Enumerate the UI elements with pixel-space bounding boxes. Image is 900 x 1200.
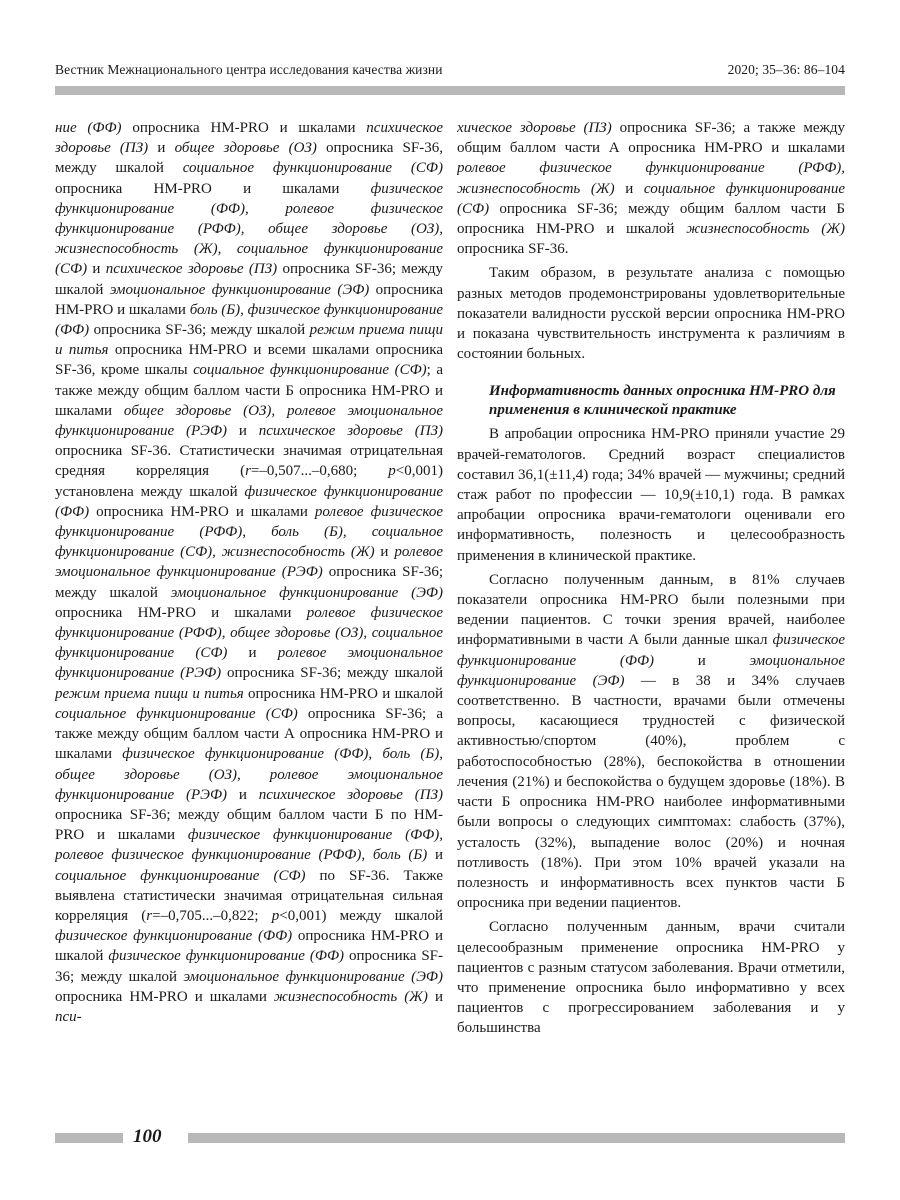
body-paragraph-approbation: В апробации опросника HM-PRO приняли участие 29 врачей-гематологов. Средний возраст специалистов составил 36,1(±11,4) года; 34% врачей — мужчины; средний стаж работ по профессии — 10,9(±10,1) года. В рамках апробации опросника врачи-гематологи оценивали его информативность, полезность и целесообразность применения в клинической практике. [457, 426, 845, 564]
body-paragraph-results: Согласно полученным данным, в 81% случаев показатели опросника HM-PRO были полезными при ведении пациентов. С точки зрения врачей, наиболее информативными в части А были данные шкал физическое функционирование (ФФ) и эмоциональное функционирование (ЭФ) — в 38 и 34% случаев соответственно. В частности, врачами были отмечены вопросы, касающиеся трудностей с физической активностью/спортом (40%), проблем с работоспособностью (28%), беспокойства в отношении лечения (21%) и беспокойства о будущем здоровье (18%). В части Б опросника HM-PRO наиболее информативными были вопросы о следующих симптомах: слабость (37%), усталость (32%), выпадение волос (20%) и ночная потливость (18%). При этом 10% врачей указали на полезность и информативность всех пунктов части Б опросника при ведении пациентов. [457, 571, 845, 912]
running-header [55, 62, 845, 82]
right-column [457, 118, 845, 1123]
header-rule [55, 86, 845, 95]
issue-reference: 2020; 35–36: 86–104 [727, 62, 845, 77]
body-paragraph-continuation: хическое здоровье (ПЗ) опросника SF-36; а также между общим баллом части А опросника HM-PRO и шкалами ролевое физическое функционирование (РФФ), жизнеспособность (Ж) и социальное функционирование (СФ) опросника SF-36; между общим баллом части Б опросника HM-PRO и шкалой жизнеспособность (Ж) опросника SF-36. [457, 120, 845, 258]
body-paragraph-expediency: Согласно полученным данным, врачи считали целесообразным применение опросника HM-PRO у пациентов с разным статусом заболевания. Врачи отметили, что применение опросника было информативно у всех пациентов с прогрессированием заболевания и у большинства [457, 919, 845, 1037]
body-paragraph: ние (ФФ) опросника HM-PRO и шкалами психическое здоровье (ПЗ) и общее здоровье (ОЗ) опросника SF-36, между шкалой социальное функционирование (СФ) опросника HM-PRO и шкалами физическое функционирование (ФФ), ролевое физическое функционирование (РФФ), общее здоровье (ОЗ), жизнеспособность (Ж), социальное функционирование (СФ) и психическое здоровье (ПЗ) опросника SF-36; между шкалой эмоциональное функционирование (ЭФ) опросника HM-PRO и шкалами боль (Б), физическое функционирование (ФФ) опросника SF-36; между шкалой режим приема пищи и питья опросника HM-PRO и всеми шкалами опросника SF-36, кроме шкалы социальное функционирование (СФ); а также между общим баллом части Б опросника HM-PRO и шкалами общее здоровье (ОЗ), ролевое эмоциональное функционирование (РЭФ) и психическое здоровье (ПЗ) опросника SF-36. Статистически значимая отрицательная средняя корреляция (r=–0,507...–0,680; p<0,001) установлена между шкалой физическое функционирование (ФФ) опросника HM-PRO и шкалами ролевое физическое функционирование (РФФ), боль (Б), социальное функционирование (СФ), жизнеспособность (Ж) и ролевое эмоциональное функционирование (РЭФ) опросника SF-36; между шкалой эмоциональное функционирование (ЭФ) опросника HM-PRO и шкалами ролевое физическое функционирование (РФФ), общее здоровье (ОЗ), социальное функционирование (СФ) и ролевое эмоциональное функционирование (РЭФ) опросника SF-36; между шкалой режим приема пищи и питья опросника HM-PRO и шкалой социальное функционирование (СФ) опросника SF-36; а также между общим баллом части А опросника HM-PRO и шкалами физическое функционирование (ФФ), боль (Б), общее здоровье (ОЗ), ролевое эмоциональное функционирование (РЭФ) и психическое здоровье (ПЗ) опросника SF-36; между общим баллом части Б по HM-PRO и шкалами физическое функционирование (ФФ), ролевое физическое функционирование (РФФ), боль (Б) и социальное функционирование (СФ) по SF-36. Также выявлена статистически значимая отрицательная сильная корреляция (r=–0,705...–0,822; p<0,001) между шкалой физическое функционирование (ФФ) опросника HM-PRO и шкалой физическое функционирование (ФФ) опросника SF-36; между шкалой эмоциональное функционирование (ЭФ) опросника HM-PRO и шкалами жизнеспособность (Ж) и пси- [55, 120, 443, 1025]
footer-rule-right [188, 1133, 845, 1143]
page-number: 100 [133, 1126, 162, 1147]
footer-rule-left [55, 1133, 123, 1143]
left-column [55, 118, 443, 1123]
body-paragraph-conclusion: Таким образом, в результате анализа с помощью разных методов продемонстрированы удовлетворительные показатели валидности русской версии опросника HM-PRO и показана чувствительность инструмента к различиям в состоянии больных. [457, 265, 845, 363]
section-heading: Информативность данных опросника HM-PRO для применения в клинической практике [489, 383, 836, 419]
journal-title: Вестник Межнационального центра исследования качества жизни [55, 62, 443, 77]
